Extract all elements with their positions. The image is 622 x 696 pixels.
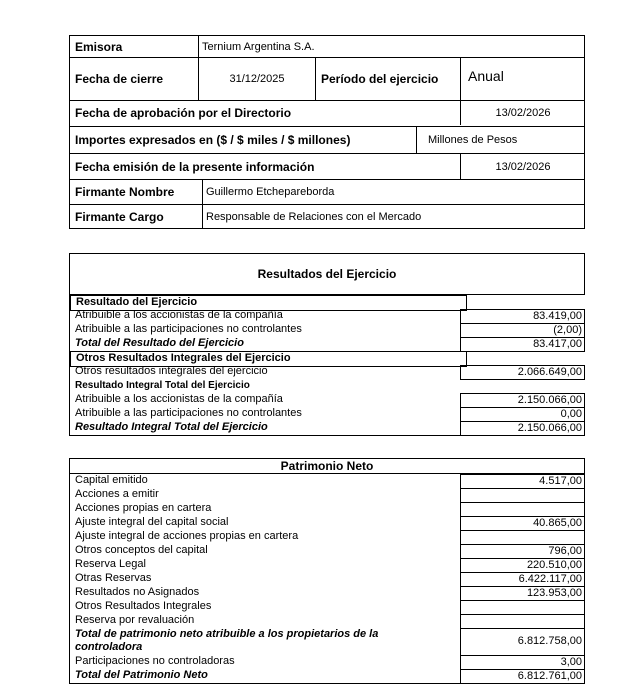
row-label: Atribuible a las participaciones no controlantes [75,407,302,419]
importes-value: Millones de Pesos [428,134,518,146]
row-label: Total del Resultado del Ejercicio [75,337,244,349]
row-label: Reserva por revaluación [75,614,195,626]
firmante-cargo-value: Responsable de Relaciones con el Mercado [206,210,422,223]
fecha-emision-label: Fecha emisión de la presente información [75,159,315,174]
fecha-cierre-label: Fecha de cierre [75,72,164,86]
row-value: 4.517,00 [460,474,585,488]
resultados-row [70,295,585,309]
patrimonio-title: Patrimonio Neto [280,459,374,473]
periodo-label: Período del ejercicio [321,72,439,86]
row-label: Resultados no Asignados [75,586,200,598]
row-value [460,600,585,614]
row-label: Ajuste integral del capital social [75,516,229,528]
resultados-row [70,407,585,421]
row-label: Total de patrimonio neto atribuible a los propietarios de la controladora [75,628,379,653]
row-value: 83.419,00 [460,309,585,323]
row-value: 123.953,00 [460,586,585,600]
row-value [460,614,585,628]
row-label: Reserva Legal [75,558,146,570]
emisora-value: Ternium Argentina S.A. [202,40,315,53]
patrimonio-row [70,502,585,516]
emisora-label: Emisora [75,39,123,54]
patrimonio-row [70,488,585,502]
row-label: Otros Resultados Integrales [75,600,212,612]
row-value [460,530,585,544]
resultados-title: Resultados del Ejercicio [257,267,397,281]
row-label: Acciones a emitir [75,488,159,500]
patrimonio-row [70,558,585,572]
row-value: 220.510,00 [460,558,585,572]
row-label: Resultado del Ejercicio [70,295,467,311]
row-value [460,488,585,502]
fecha-emision-value: 13/02/2026 [495,160,551,173]
row-label: Resultado Integral Total del Ejercicio [75,421,268,433]
patrimonio-row [70,669,585,683]
resultados-row [70,393,585,407]
row-label: Ajuste integral de acciones propias en cartera [75,530,299,542]
row-label: Atribuible a los accionistas de la compañía [75,309,283,321]
row-value: 3,00 [460,655,585,669]
periodo-value: Anual [468,68,504,84]
row-value: 6.812.758,00 [460,628,585,655]
row-value [460,502,585,516]
row-label: Acciones propias en cartera [75,502,212,514]
patrimonio-row [70,516,585,530]
importes-label: Importes expresados en ($ / $ miles / $ millones) [75,133,351,147]
patrimonio-row [70,600,585,614]
resultados-row [70,309,585,323]
row-value: 796,00 [460,544,585,558]
row-value: 2.066.649,00 [460,365,585,379]
row-value: 6.812.761,00 [460,669,585,684]
row-value: 40.865,00 [460,516,585,530]
fecha-aprobacion-value: 13/02/2026 [495,107,551,119]
resultados-row [70,421,585,435]
resultados-row [70,365,585,379]
row-label: Atribuible a las participaciones no controlantes [75,323,302,335]
row-label: Otros resultados integrales del ejercicio [75,365,268,377]
row-value: 83.417,00 [460,337,585,351]
row-value: 2.150.066,00 [460,421,585,436]
patrimonio-row [70,628,585,655]
row-value: 2.150.066,00 [460,393,585,407]
resultados-row [70,351,585,365]
patrimonio-row [70,474,585,488]
row-label: Capital emitido [75,474,148,486]
row-label: Total del Patrimonio Neto [75,669,208,681]
firmante-cargo-label: Firmante Cargo [75,209,164,224]
row-value: 6.422.117,00 [460,572,585,586]
fecha-cierre-value: 31/12/2025 [229,73,285,85]
patrimonio-row [70,530,585,544]
row-label: Otros conceptos del capital [75,544,208,556]
patrimonio-row [70,614,585,628]
resultados-row [70,323,585,337]
row-value: (2,00) [460,323,585,337]
patrimonio-row [70,655,585,669]
resultados-row [70,337,585,351]
firmante-nombre-label: Firmante Nombre [75,185,175,199]
row-label: Otros Resultados Integrales del Ejercicio [70,351,467,367]
patrimonio-row [70,544,585,558]
resultados-row [70,379,585,393]
patrimonio-row [70,586,585,600]
row-value: 0,00 [460,407,585,421]
firmante-nombre-value: Guillermo Etchepareborda [206,186,335,198]
row-label: Participaciones no controladoras [75,655,235,667]
row-label: Atribuible a los accionistas de la compañía [75,393,283,405]
row-label: Otras Reservas [75,572,152,584]
row-label: Resultado Integral Total del Ejercicio [75,380,250,391]
fecha-aprobacion-label: Fecha de aprobación por el Directorio [75,106,292,120]
patrimonio-row [70,572,585,586]
